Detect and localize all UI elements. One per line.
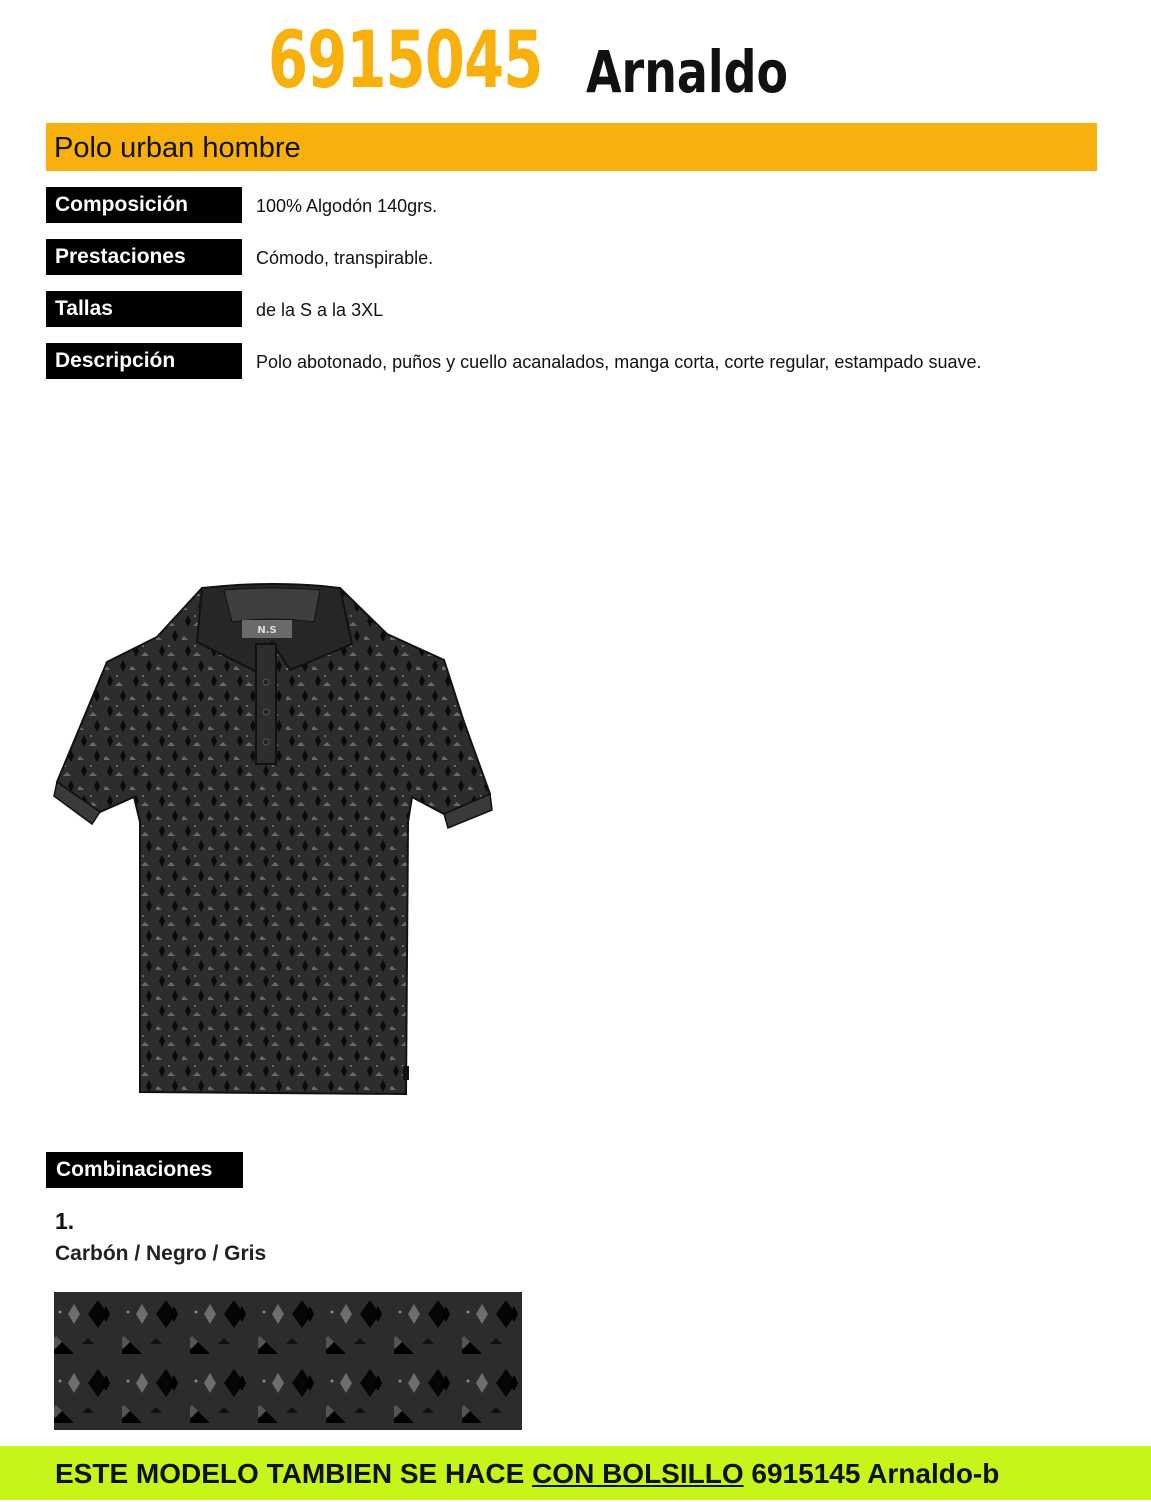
spec-value: Polo abotonado, puños y cuello acanalados, manga corta, corte regular, estampado suave. <box>256 352 982 372</box>
combination-name: Carbón / Negro / Gris <box>55 1242 267 1265</box>
product-title-bar: Polo urban hombre <box>46 123 1097 171</box>
spec-row-features <box>46 239 1116 275</box>
spec-label: Prestaciones <box>46 239 242 275</box>
polo-shirt-illustration <box>52 582 496 1102</box>
combination-number: 1. <box>55 1208 75 1234</box>
spec-value: de la S a la 3XL <box>256 300 384 320</box>
footer-banner <box>0 1446 1151 1500</box>
combinations-label: Combinaciones <box>46 1152 243 1188</box>
garment-label-text: N.S <box>257 625 277 636</box>
product-code: 6915045 <box>268 16 543 106</box>
product-name: Arnaldo <box>586 38 789 106</box>
header <box>0 18 1151 108</box>
spec-label: Descripción <box>46 343 242 379</box>
spec-value: 100% Algodón 140grs. <box>256 196 438 216</box>
fabric-swatch <box>54 1292 522 1430</box>
spec-row-description <box>46 343 1116 379</box>
spec-row-composition <box>46 187 1116 223</box>
footer-text: ESTE MODELO TAMBIEN SE HACE <box>55 1458 533 1489</box>
spec-label: Composición <box>46 187 242 223</box>
footer-model-ref: 6915145 Arnaldo-b <box>743 1458 1000 1489</box>
spec-row-sizes <box>46 291 1116 327</box>
spec-value: Cómodo, transpirable. <box>256 248 434 268</box>
spec-label: Tallas <box>46 291 242 327</box>
footer-underlined-text: CON BOLSILLO <box>532 1458 744 1489</box>
